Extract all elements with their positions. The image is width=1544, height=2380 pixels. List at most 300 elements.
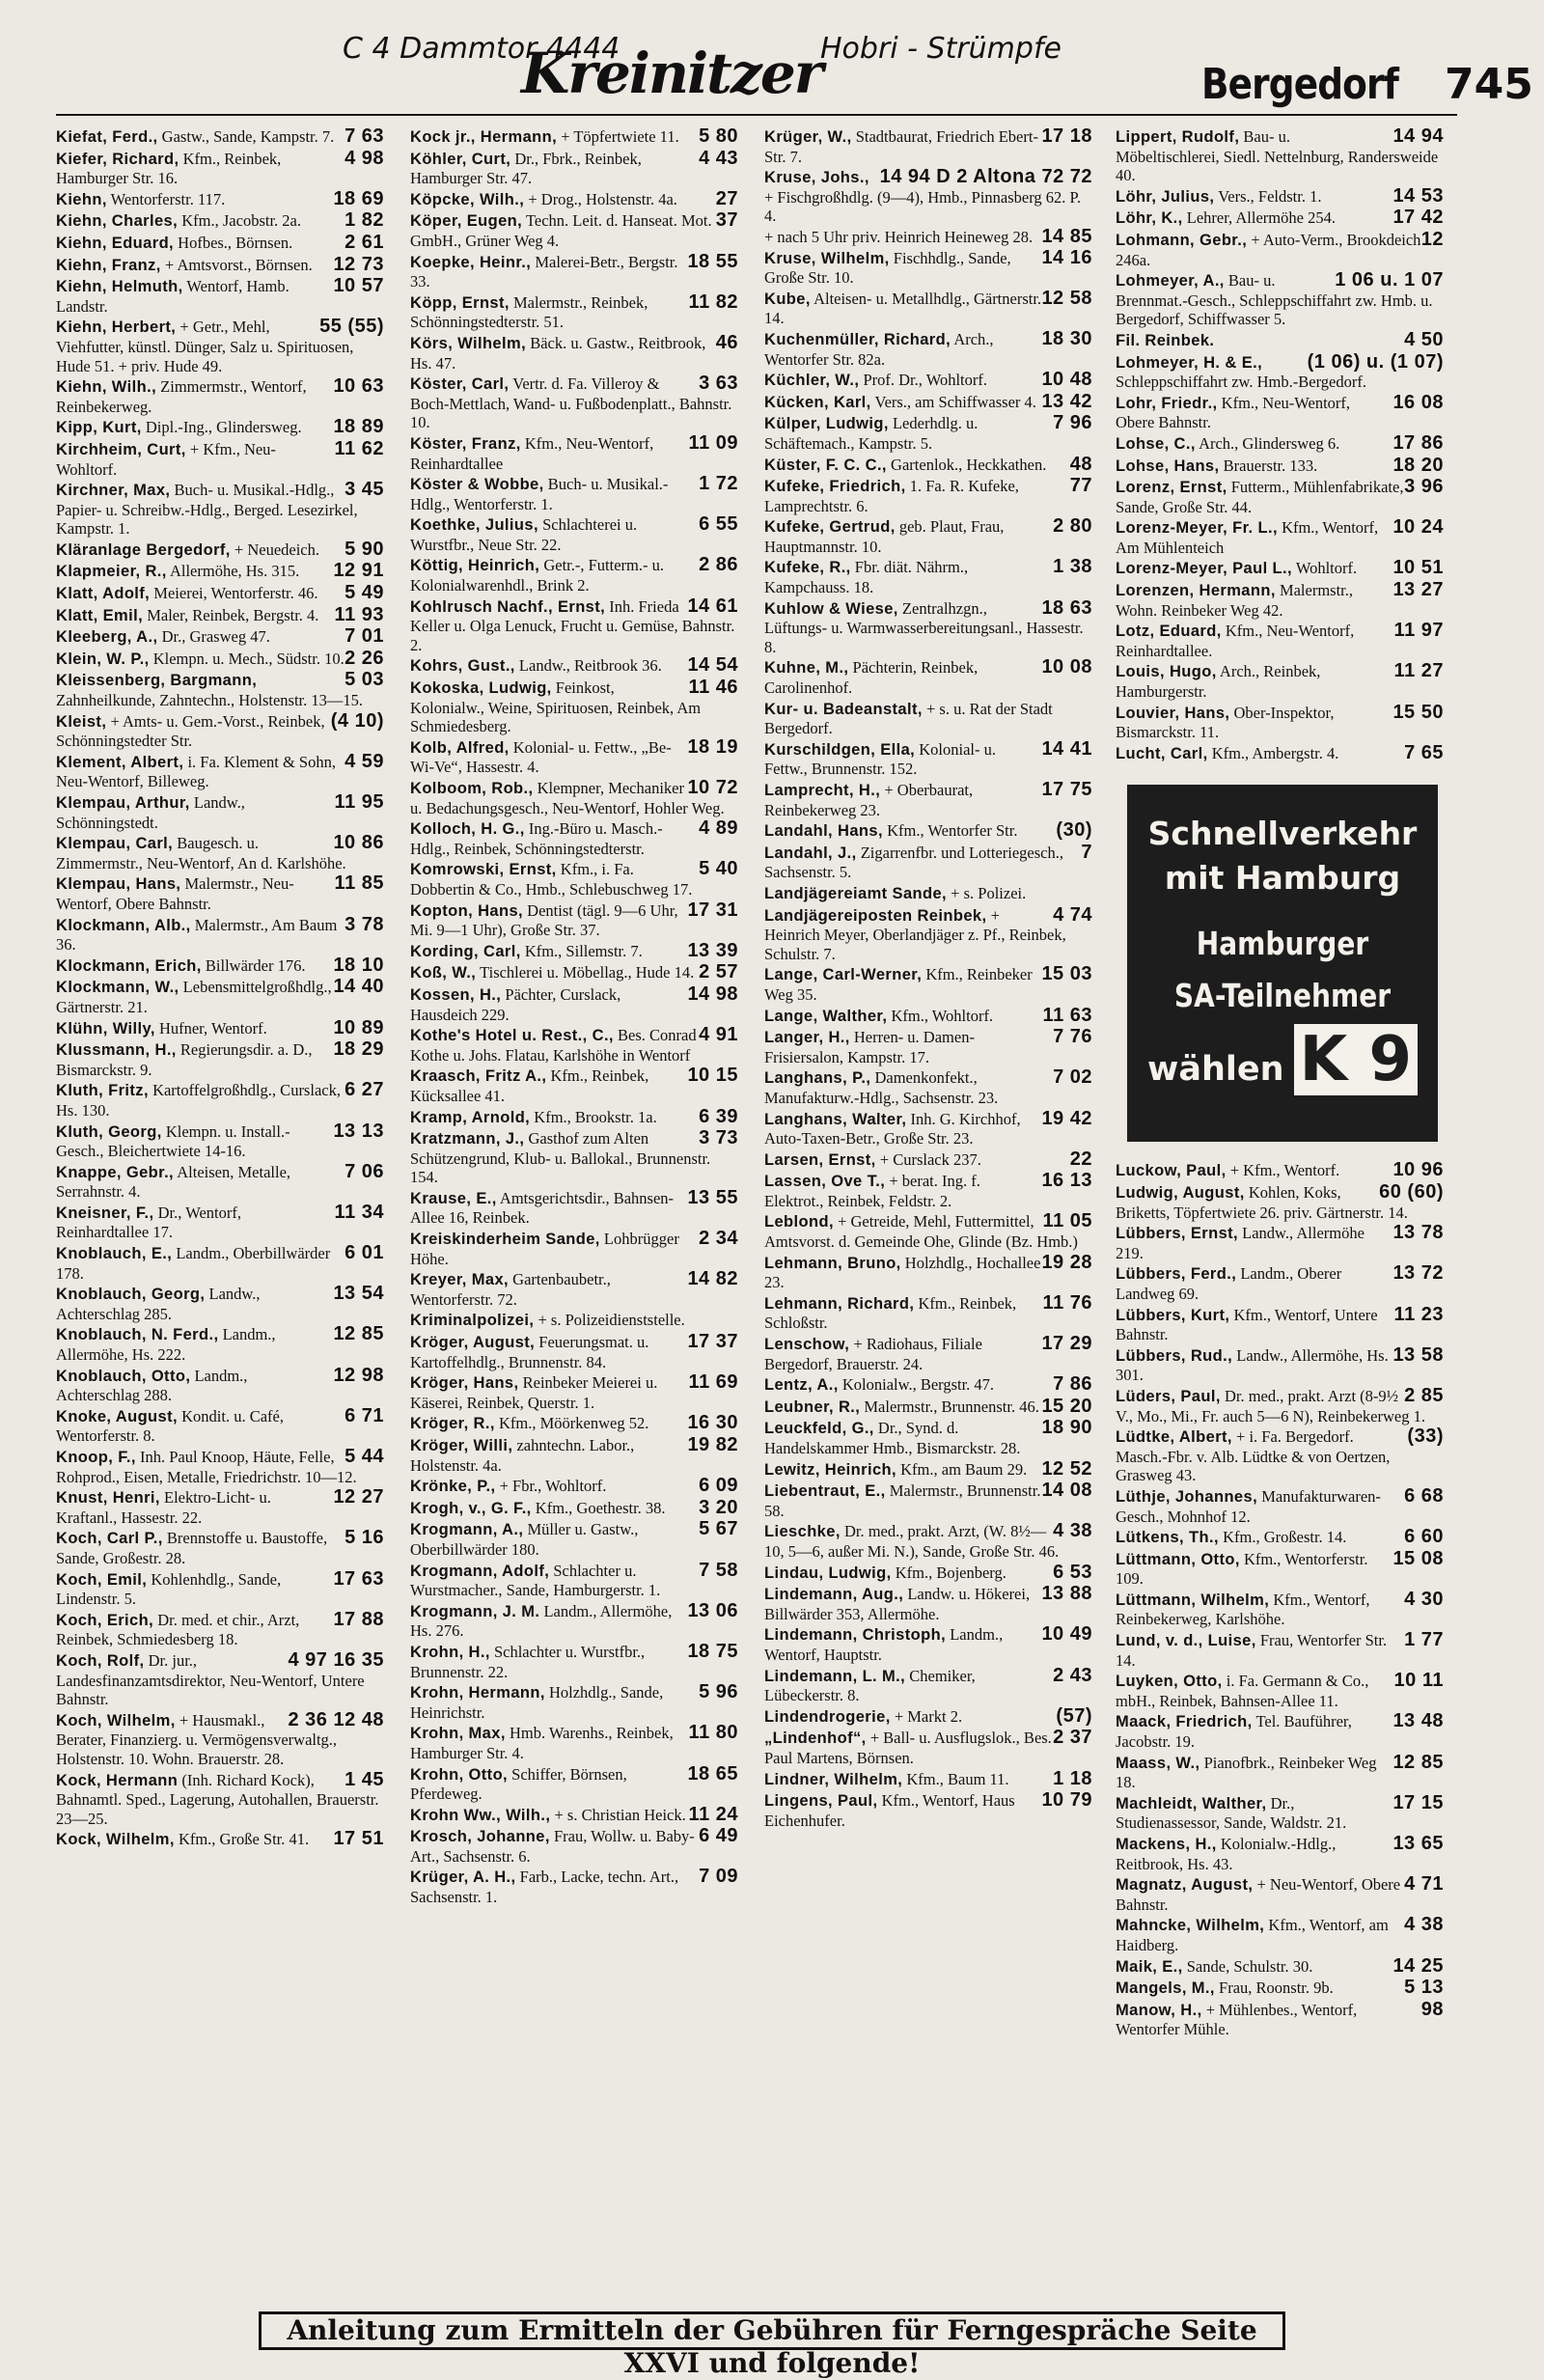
entry-name: Kruse, Wilhelm, <box>764 249 890 267</box>
entry-details: Kfm., Wentorf, Am Mühlenteich <box>1116 518 1379 557</box>
entry-details: Hufner, Wentorf. <box>158 1018 267 1038</box>
entry-details: Kolonial- u. Fettw., „Be-Wi-Ve“, Hassestr. 4. <box>410 737 672 777</box>
entry-details: Techn. Leit. d. Hanseat. Mot. GmbH., Grüner Weg 4. <box>410 211 712 250</box>
entry-details: Fischhdlg., Sande, Große Str. 10. <box>764 248 1011 288</box>
directory-entry <box>410 1186 738 1228</box>
entry-details: Pächter, Curslack, Hausdeich 229. <box>410 984 621 1024</box>
entry-details: Kfm., am Baum 29. <box>900 1459 1028 1479</box>
entry-name: Kolboom, Rob., <box>410 780 534 797</box>
entry-details: Getr.-, Futterm.- u. Kolonialwarenhdl., Brink 2. <box>410 556 664 595</box>
phone-number: 12 <box>1420 228 1444 250</box>
header-rule <box>56 114 1457 116</box>
phone-number: 4 74 <box>1053 903 1092 926</box>
phone-number: 4 59 <box>345 750 384 772</box>
phone-number: 11 80 <box>688 1722 738 1744</box>
directory-entry <box>410 1436 738 1475</box>
directory-entry <box>764 1625 1092 1664</box>
entry-name: Koepke, Heinr., <box>410 253 532 271</box>
phone-number: 12 52 <box>1041 1457 1092 1480</box>
entry-details: Zigarrenfbr. und Lotteriegesch., Sachsenstr. 5. <box>764 843 1063 882</box>
directory-entry <box>764 1791 1092 1830</box>
entry-name: Mahncke, Wilhelm, <box>1116 1917 1265 1935</box>
phone-number: 7 65 <box>1404 741 1444 763</box>
entry-name: Lohmeyer, A., <box>1116 272 1225 291</box>
directory-entry <box>764 168 1092 226</box>
entry-name: Kücken, Karl, <box>764 393 871 411</box>
entry-name: Lehmann, Bruno, <box>764 1254 901 1272</box>
phone-number: 4 71 <box>1404 1873 1444 1896</box>
directory-entry <box>410 1333 738 1371</box>
entry-name: Lucht, Carl, <box>1116 744 1208 762</box>
phone-number: 1 38 <box>1053 556 1092 578</box>
directory-entry <box>410 1599 738 1641</box>
phone-number: 11 82 <box>688 291 738 313</box>
directory-entry <box>1116 1343 1444 1385</box>
entry-name: Klussmann, H., <box>56 1041 177 1060</box>
entry-details: + Auto-Verm., Brookdeich 246a. <box>1116 230 1421 269</box>
entry-details: Prof. Dr., Wohltorf. <box>863 371 987 390</box>
entry-name: Fil. Reinbek. <box>1116 331 1215 349</box>
entry-name: Kuhlow & Wiese, <box>764 599 898 618</box>
phone-number: 6 71 <box>345 1404 384 1426</box>
entry-name: Lorenz-Meyer, Paul L., <box>1116 560 1293 578</box>
phone-number: 7 02 <box>1053 1066 1092 1089</box>
entry-details: geb. Plaut, Frau, Hauptmannstr. 10. <box>764 517 1005 556</box>
directory-entry <box>1116 701 1444 742</box>
entry-name: Köhler, Curt, <box>410 150 511 168</box>
entry-details: Tel. Bauführer, Jacobstr. 19. <box>1116 1712 1352 1752</box>
phone-number: 2 61 <box>345 231 384 253</box>
entry-details: Ober-Inspektor, Bismarckstr. 11. <box>1116 703 1335 742</box>
phone-number: 22 <box>1069 1148 1092 1170</box>
phone-number: 10 51 <box>1392 557 1444 579</box>
directory-entry <box>1116 454 1444 477</box>
directory-entry <box>764 246 1092 288</box>
entry-details: Dr., Synd. d. Handelskammer Hmb., Bismarckstr. 28. <box>764 1419 1021 1457</box>
directory-entry <box>410 1803 738 1826</box>
directory-entry <box>1116 1751 1444 1792</box>
phone-number: 11 27 <box>1393 660 1444 682</box>
entry-details: Kfm., Jacobstr. 2a. <box>181 211 301 231</box>
directory-entry <box>56 978 384 1016</box>
entry-name: Lehmann, Richard, <box>764 1294 915 1313</box>
phone-number: 17 75 <box>1041 779 1092 800</box>
phone-number: 3 73 <box>699 1127 738 1149</box>
phone-number: 18 10 <box>333 954 384 976</box>
entry-details: Lederhdlg. u. Schäftemach., Kampstr. 5. <box>764 414 979 453</box>
entry-details: + s. Christian Heick. <box>554 1805 686 1824</box>
entry-name: Kufeke, Gertrud, <box>764 518 896 537</box>
directory-entry <box>1116 1427 1444 1485</box>
entry-name: Klapmeier, R., <box>56 563 167 581</box>
entry-name: Koch, Carl P., <box>56 1530 163 1548</box>
directory-entry <box>410 735 738 777</box>
directory-entry <box>1116 1998 1444 2039</box>
entry-name: Louvier, Hans, <box>1116 704 1230 722</box>
directory-entry <box>764 1729 1092 1767</box>
entry-details: Tischlerei u. Möbellag., Hude 14. <box>480 963 695 982</box>
phone-number: 5 16 <box>345 1527 384 1549</box>
entry-details: Fbr. diät. Nährm., Kampchauss. 18. <box>764 558 969 597</box>
entry-details: + s. Polizei. <box>951 883 1027 902</box>
phone-number: 10 57 <box>333 275 384 297</box>
phone-number: 7 01 <box>345 625 384 648</box>
entry-details: Landm., Achterschlag 288. <box>56 1366 248 1405</box>
phone-number: 7 63 <box>345 127 384 147</box>
entry-name: Lübbers, Ferd., <box>1116 1265 1237 1284</box>
directory-entry <box>56 211 384 232</box>
phone-number: (4 10) <box>330 709 384 732</box>
entry-name: Knoop, F., <box>56 1449 136 1466</box>
entry-name: Leuckfeld, G., <box>764 1420 874 1438</box>
directory-entry <box>1116 741 1444 764</box>
phone-number: 17 42 <box>1392 207 1444 229</box>
directory-entry <box>764 1291 1092 1333</box>
phone-number: 3 78 <box>345 913 384 935</box>
phone-number: 10 86 <box>333 832 384 854</box>
phone-number: 19 82 <box>687 1434 738 1455</box>
phone-number: 18 30 <box>1041 327 1092 349</box>
entry-name: Kiehn, <box>56 190 107 208</box>
phone-number: 2 85 <box>1404 1384 1444 1406</box>
entry-name: Kock jr., Hermann, <box>410 128 558 146</box>
entry-name: Klement, Albert, <box>56 753 184 771</box>
entry-details: Landw., Achterschlag 285. <box>56 1285 261 1323</box>
entry-name: Kluth, Georg, <box>56 1122 162 1141</box>
entry-name: Landahl, J., <box>764 844 857 862</box>
entry-name: Maass, W., <box>1116 1754 1200 1772</box>
entry-name: Knoblauch, Georg, <box>56 1286 206 1304</box>
phone-number: 14 16 <box>1041 246 1092 268</box>
entry-details: Inh. Frieda Keller u. Olga Lenuck, Frucht u. Gemüse, Bahnstr. 2. <box>410 596 735 654</box>
directory-entry <box>764 477 1092 515</box>
phone-number: 11 85 <box>334 872 384 895</box>
entry-details: Kfm., Brookstr. 1a. <box>534 1107 657 1126</box>
entry-name: Küchler, W., <box>764 372 860 390</box>
phone-number: 6 39 <box>699 1105 738 1127</box>
phone-number: 13 78 <box>1392 1222 1444 1244</box>
directory-entry <box>410 656 738 677</box>
entry-name: Kratzmann, J., <box>410 1130 525 1148</box>
entry-details: 1. Fa. R. Kufeke, Lamprechtstr. 6. <box>764 477 1019 515</box>
directory-entry <box>56 793 384 832</box>
entry-details: Chemiker, Lübeckerstr. 8. <box>764 1666 976 1705</box>
entry-details: Damenkonfekt., Manufakturw.-Hdlg., Sachsenstr. 23. <box>764 1068 999 1107</box>
entry-details: Kfm., Wentorf, Haus Eichenhufer. <box>764 1791 1015 1830</box>
entry-name: Lohse, Hans, <box>1116 457 1220 475</box>
entry-name: Kock, Hermann <box>56 1771 179 1789</box>
entry-details: Inh. Paul Knoop, Häute, Felle, Rohprod., Eisen, Metalle, Friedrichstr. 10—12. <box>56 1448 357 1486</box>
phone-number: 17 51 <box>333 1828 384 1850</box>
phone-number: 5 40 <box>699 858 738 880</box>
phone-number: 5 90 <box>345 538 384 560</box>
phone-number: 2 80 <box>1053 515 1092 538</box>
entry-name: Koch, Emil, <box>56 1570 148 1589</box>
entry-name: Landjägereiposten Reinbek, <box>764 906 987 925</box>
entry-details: Dipl.-Ing., Glindersweg. <box>145 418 302 437</box>
entry-name: Kopton, Hans, <box>410 901 524 920</box>
directory-entry <box>1116 208 1444 229</box>
entry-name: Köttig, Heinrich, <box>410 557 540 575</box>
entry-details: Kfm., Baum 11. <box>906 1769 1009 1788</box>
directory-entry <box>1116 328 1444 351</box>
entry-details: Malermstr., Brunnenstr. 58. <box>764 1481 1041 1520</box>
directory-entry <box>56 562 384 582</box>
phone-number: 46 <box>715 331 738 353</box>
entry-name: Krohn, Max, <box>410 1725 506 1743</box>
entry-details: Klempner, Mechaniker u. Bedachungsgesch., Neu-Wentorf, Hohler Weg. <box>410 779 725 817</box>
entry-name: Lübbers, Ernst, <box>1116 1225 1239 1243</box>
entry-name: Lüttmann, Wilhelm, <box>1116 1591 1270 1609</box>
directory-entry <box>56 1404 384 1446</box>
entry-name: Lohse, C., <box>1116 434 1196 453</box>
directory-entry <box>410 779 738 817</box>
phone-number: 13 88 <box>1041 1583 1092 1605</box>
entry-name: Kuchenmüller, Richard, <box>764 330 951 348</box>
directory-entry <box>764 1107 1092 1148</box>
entry-details: + Drog., Holstenstr. 4a. <box>528 189 677 208</box>
entry-name: Langhans, P., <box>764 1069 871 1088</box>
entry-details: + Neuedeich. <box>234 540 320 559</box>
entry-details: Manufakturwaren-Gesch., Mohnhof 12. <box>1116 1486 1381 1526</box>
directory-entry <box>56 127 384 148</box>
phone-number: 77 <box>1069 475 1092 497</box>
entry-name: Lüdtke, Albert, <box>1116 1428 1232 1447</box>
entry-name: Louis, Hugo, <box>1116 663 1217 681</box>
phone-number: 11 97 <box>1393 620 1444 642</box>
entry-details: Landm., Allermöhe, Hs. 222. <box>56 1325 276 1365</box>
header-phone-text: C 4 Dammtor 4444 <box>343 32 620 66</box>
directory-entry <box>1116 559 1444 579</box>
directory-entry <box>56 1201 384 1242</box>
phone-number: 37 <box>715 209 738 232</box>
entry-name: Krohn Ww., Wilh., <box>410 1806 551 1824</box>
phone-number: 5 80 <box>699 127 738 147</box>
phone-number: 6 27 <box>345 1079 384 1101</box>
phone-number: 13 13 <box>333 1120 384 1142</box>
entry-details: Landm., Oberbillwärder 178. <box>56 1244 331 1283</box>
phone-number: 5 67 <box>699 1518 738 1540</box>
entry-name: Landjägereiamt Sande, <box>764 884 948 902</box>
phone-number: 11 76 <box>1042 1291 1092 1314</box>
phone-number: 13 72 <box>1392 1262 1444 1285</box>
directory-entry <box>1116 431 1444 455</box>
entry-name: Kleeberg, A., <box>56 628 158 647</box>
header-brand-logo: Kreinitzer <box>521 41 822 106</box>
directory-entry <box>1116 1161 1444 1181</box>
entry-name: Lamprecht, H., <box>764 782 881 799</box>
entry-name: Lübbers, Rud., <box>1116 1346 1233 1365</box>
entry-name: Klockmann, Alb., <box>56 916 191 934</box>
entry-details: Malermstr., Neu-Wentorf, Obere Bahnstr. <box>56 874 294 913</box>
directory-entry <box>410 982 738 1024</box>
entry-name: Krause, E., <box>410 1189 497 1207</box>
directory-entry <box>410 678 738 736</box>
entry-name: Krohn, Otto, <box>410 1765 509 1784</box>
entry-details: + nach 5 Uhr priv. Heinrich Heineweg 28. <box>764 227 1034 246</box>
entry-details: Kfm., Reinbeker Weg 35. <box>764 965 1033 1004</box>
entry-name: Kufeke, Friedrich, <box>764 478 906 496</box>
phone-number: 13 55 <box>687 1186 738 1208</box>
entry-details: Landw. u. Hökerei, Billwärder 353, Allermöhe. <box>764 1585 1031 1623</box>
directory-entry <box>1116 1303 1444 1344</box>
directory-entry <box>56 231 384 254</box>
directory-entry <box>56 1122 384 1161</box>
advert-call-to-action: wählen <box>1147 1050 1284 1090</box>
phone-number: 5 96 <box>699 1681 738 1703</box>
header-advert-text: Hobri - Strümpfe <box>820 32 1062 66</box>
phone-number: 3 45 <box>345 479 384 501</box>
entry-details: Müller u. Gastw., Oberbillwärder 180. <box>410 1520 639 1559</box>
entry-details: Holzhdlg., Hochallee 23. <box>764 1253 1041 1292</box>
entry-name: Krohn, Hermann, <box>410 1684 545 1702</box>
directory-entry <box>410 515 738 554</box>
entry-details: Regierungsdir. a. D., Bismarckstr. 9. <box>56 1040 313 1079</box>
entry-name: Lindemann, Aug., <box>764 1586 904 1604</box>
directory-entry <box>410 1640 738 1681</box>
phone-number: 14 08 <box>1041 1480 1092 1502</box>
advert-line: Hamburger <box>1196 925 1369 963</box>
phone-number: 6 09 <box>699 1475 738 1497</box>
phone-number: 13 54 <box>333 1283 384 1305</box>
entry-name: Lieschke, <box>764 1523 841 1541</box>
phone-number: 5 49 <box>345 582 384 604</box>
phone-number: 1 45 <box>345 1768 384 1790</box>
entry-name: Krogmann, A., <box>410 1521 524 1539</box>
directory-entry <box>410 1270 738 1309</box>
entry-name: Kleist, <box>56 712 107 731</box>
directory-entry <box>410 1496 738 1519</box>
entry-details: Malerei-Betr., Bergstr. 33. <box>410 252 678 291</box>
directory-entry <box>764 821 1092 842</box>
entry-name: Lohmeyer, H. & E., <box>1116 353 1263 372</box>
directory-entry <box>56 1608 384 1649</box>
directory-entry <box>410 1311 738 1331</box>
phone-number: 10 72 <box>687 777 738 798</box>
entry-name: Luckow, Paul, <box>1116 1162 1227 1180</box>
phone-number: 2 26 <box>345 647 384 669</box>
directory-entry <box>764 225 1092 247</box>
entry-details: Kfm., Reinbek, Schloßstr. <box>764 1293 1017 1333</box>
entry-details: + Mühlenbes., Wentorf, Wentorfer Mühle. <box>1116 2000 1358 2039</box>
directory-entry <box>56 603 384 626</box>
entry-name: Lindemann, Christoph, <box>764 1626 947 1645</box>
phone-number: 15 50 <box>1392 701 1444 723</box>
entry-details: Vers., am Schiffwasser 4. <box>874 392 1036 411</box>
entry-details: Zahnheilkunde, Zahntechn., Holstenstr. 13—15. <box>56 691 364 710</box>
directory-entry <box>410 901 738 940</box>
entry-details: Schlachter u. Wurstfbr., Brunnenstr. 22. <box>410 1642 646 1681</box>
entry-name: Kreyer, Max, <box>410 1271 510 1289</box>
directory-entry <box>764 1150 1092 1171</box>
entry-details: Brauerstr. 133. <box>1223 456 1318 475</box>
directory-entry <box>56 1285 384 1323</box>
directory-entry <box>56 1016 384 1039</box>
phone-number: 18 90 <box>1041 1417 1092 1439</box>
directory-entry <box>764 1664 1092 1705</box>
phone-number: 1 72 <box>699 473 738 495</box>
advert-line: mit Hamburg <box>1164 859 1401 898</box>
phone-number: 7 76 <box>1053 1026 1092 1048</box>
entry-details: Kolonialw., Bergstr. 47. <box>841 1375 995 1395</box>
directory-entry <box>1116 1712 1444 1751</box>
entry-name: Kläranlage Bergedorf, <box>56 540 231 559</box>
entry-name: Kiehn, Wilh., <box>56 378 157 397</box>
entry-details: Schlachter u. Wurstmacher., Sande, Hamburgerstr. 1. <box>410 1561 661 1600</box>
phone-number: 4 98 <box>345 147 384 169</box>
directory-entry <box>410 211 738 250</box>
directory-entry <box>410 1827 738 1866</box>
entry-details: Schlachterei u. Wurstfbr., Neue Str. 22. <box>410 515 638 554</box>
entry-name: Lindner, Wilhelm, <box>764 1770 903 1788</box>
entry-name: Lindemann, L. M., <box>764 1667 906 1685</box>
entry-name: Klühn, Willy, <box>56 1019 155 1038</box>
entry-details: Brennstoffe u. Baustoffe, Sande, Großestr. 28. <box>56 1529 328 1567</box>
phone-number: 6 53 <box>1053 1561 1092 1583</box>
entry-name: Luyken, Otto, <box>1116 1673 1223 1691</box>
entry-details: Kfm., Möörkenweg 52. <box>498 1414 649 1433</box>
entry-name: Lübbers, Kurt, <box>1116 1306 1230 1324</box>
entry-details: Kohlen, Koks, Briketts, Töpfertwiete 26. priv. Gärtnerstr. 14. <box>1116 1183 1408 1222</box>
entry-name: Kröger, R., <box>410 1415 495 1433</box>
directory-entry <box>764 1457 1092 1481</box>
entry-details: Frau, Wentorfer Str. 14. <box>1116 1631 1388 1670</box>
entry-name: Krohn, H., <box>410 1643 490 1661</box>
phone-number: 11 24 <box>688 1803 738 1825</box>
phone-number: 14 94 <box>1392 127 1444 147</box>
phone-number: 18 65 <box>687 1762 738 1785</box>
directory-entry <box>1116 271 1444 329</box>
directory-entry <box>410 1129 738 1187</box>
phone-number: 1 77 <box>1404 1629 1444 1651</box>
directory-entry <box>410 1477 738 1497</box>
entry-details: + Kfm., Neu-Wohltorf. <box>56 439 276 479</box>
entry-name: Lassen, Ove T., <box>764 1173 886 1191</box>
directory-entry <box>410 147 738 188</box>
directory-entry <box>410 1683 738 1722</box>
phone-number: 14 41 <box>1041 737 1092 760</box>
directory-entry <box>1116 581 1444 620</box>
entry-details: Klempn. u. Mech., Südstr. 10. <box>152 649 345 668</box>
phone-number: 17 86 <box>1392 431 1444 454</box>
entry-name: Kording, Carl, <box>410 942 521 960</box>
entry-name: Langhans, Walter, <box>764 1110 907 1128</box>
directory-entry <box>764 1028 1092 1066</box>
directory-entry <box>56 1160 384 1202</box>
phone-number: 3 63 <box>699 373 738 395</box>
directory-entry <box>764 1704 1092 1728</box>
entry-name: Ludwig, August, <box>1116 1184 1245 1202</box>
phone-number: 16 13 <box>1041 1170 1092 1192</box>
directory-entry <box>1116 350 1444 392</box>
entry-details: Sande, Schulstr. 30. <box>1186 1956 1313 1976</box>
entry-name: Lorenzen, Hermann, <box>1116 582 1276 600</box>
phone-number: 2 36 12 48 <box>288 1708 384 1730</box>
entry-details: Alteisen, Metalle, Serrahnstr. 4. <box>56 1162 291 1202</box>
directory-entry <box>764 884 1092 904</box>
directory-entry <box>410 939 738 962</box>
entry-details: Stadtbaurat, Friedrich Ebert-Str. 7. <box>764 127 1038 166</box>
entry-name: Lotz, Eduard, <box>1116 623 1222 641</box>
entry-details: Dr. jur., Landesfinanzamtsdirektor, Neu-Wentorf, Untere Bahnstr. <box>56 1650 365 1709</box>
entry-details: Hofbes., Börnsen. <box>178 233 293 252</box>
directory-entry <box>764 327 1092 369</box>
entry-details: + Neu-Wentorf, Obere Bahnstr. <box>1116 1875 1401 1914</box>
phone-number: 12 58 <box>1041 287 1092 309</box>
entry-name: Larsen, Ernst, <box>764 1150 876 1169</box>
directory-entry <box>410 819 738 858</box>
entry-name: Krogmann, J. M. <box>410 1602 540 1620</box>
